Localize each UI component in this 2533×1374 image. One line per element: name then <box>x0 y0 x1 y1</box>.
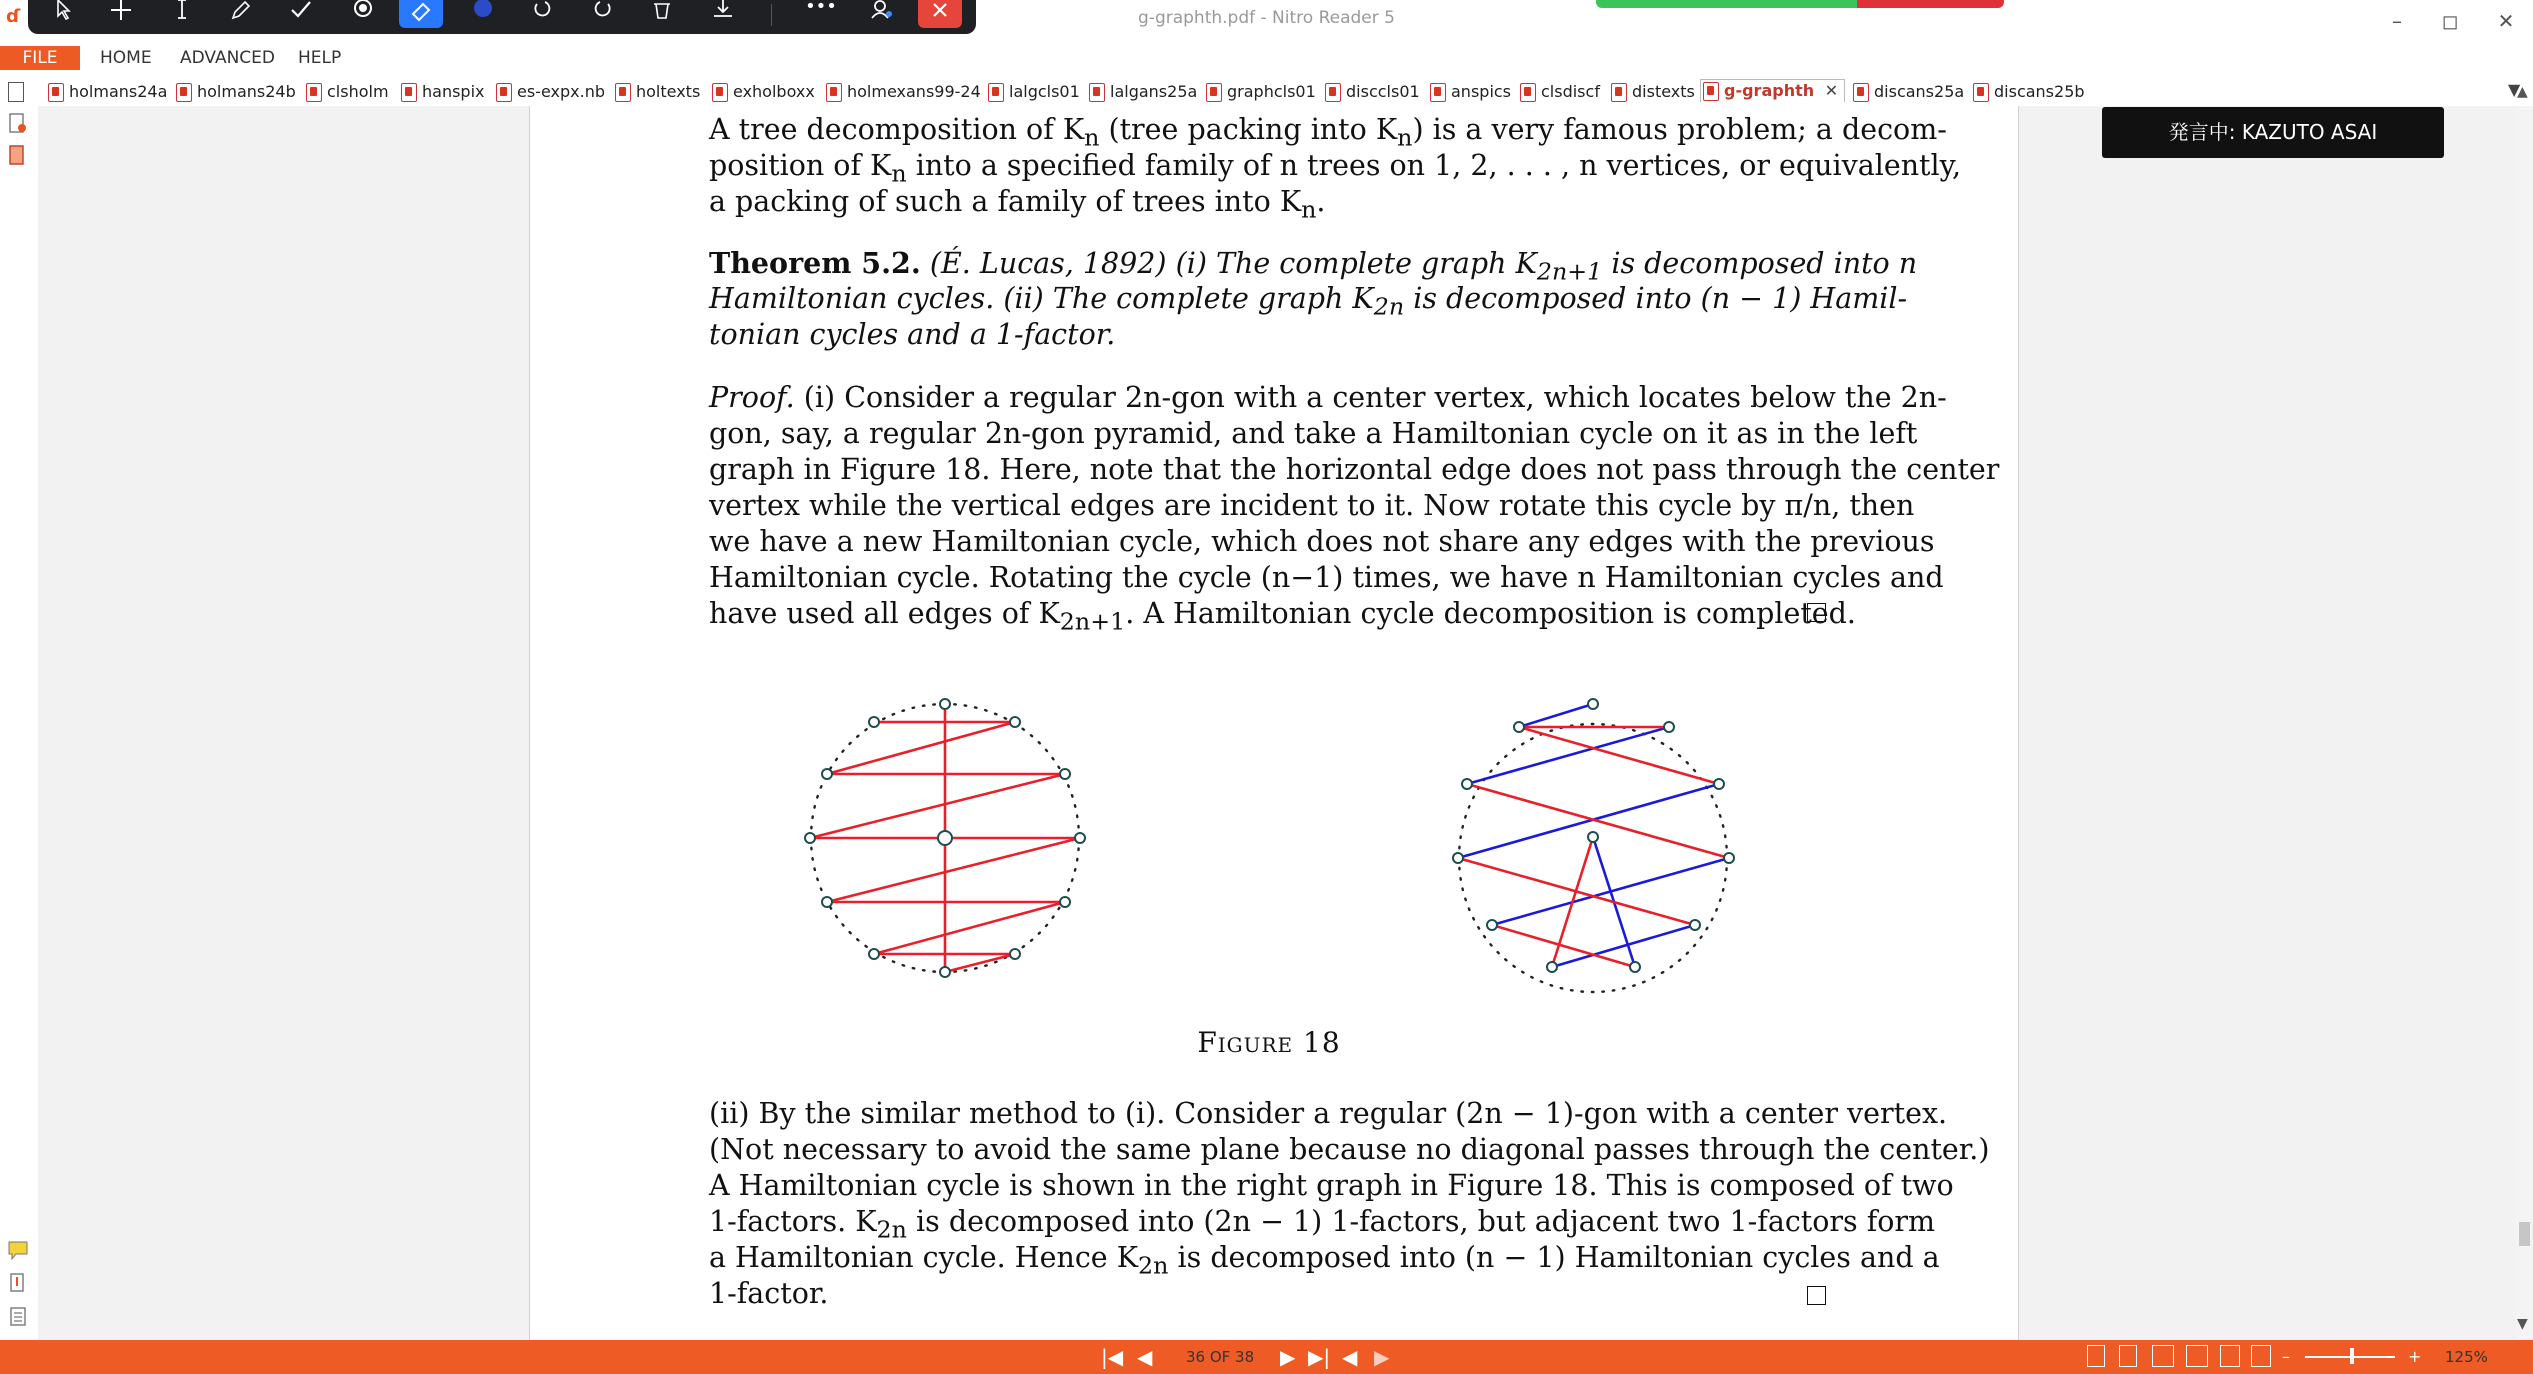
scroll-up-icon[interactable]: ▲ <box>2517 84 2528 100</box>
left-tool-rail <box>0 106 39 1340</box>
speaking-indicator: 発言中: KAZUTO ASAI <box>2102 107 2444 158</box>
tab-discans25a[interactable]: discans25a <box>1851 81 1964 103</box>
tab-distexts[interactable]: distexts <box>1609 81 1695 103</box>
close-toolbar-icon[interactable] <box>918 0 962 28</box>
menu-home[interactable]: HOME <box>100 48 152 68</box>
eraser-icon[interactable] <box>399 0 443 28</box>
next-page-icon[interactable]: ▶ <box>1280 1345 1296 1369</box>
pdf-file-icon <box>1430 83 1446 102</box>
pdf-file-icon <box>1089 83 1105 102</box>
pen-icon[interactable] <box>219 0 263 28</box>
pdf-file-icon <box>826 83 842 102</box>
pdf-file-icon <box>48 83 64 102</box>
participants-icon[interactable] <box>860 0 904 28</box>
part-ii-paragraph: (ii) By the similar method to (i). Consider a regular (2n − 1)-gon with a center vertex. (Not necessary to avoid the same plane because no diagonal passes through the center.) A Hamiltonian cycle is shown in the right graph in Figure 18. This is composed of two 1-factors. $K_{2n}$ is decomposed into (2n − 1) 1-factors, but adjacent two 1-factors form a Hamiltonian cycle. Hence $K_{2n}$ is decomposed into (n − 1) Hamiltonian cycles and a 1-factor. <box>709 1097 1990 1310</box>
page-indicator[interactable]: 36 OF 38 <box>1186 1348 1255 1366</box>
tab-exholboxx[interactable]: exholboxx <box>710 81 815 103</box>
tab-discans25b[interactable]: discans25b <box>1971 81 2085 103</box>
pdf-file-icon <box>176 83 192 102</box>
maximize-button[interactable]: ◻ <box>2441 9 2459 33</box>
pdf-file-icon <box>1703 82 1719 101</box>
tab-disccls01[interactable]: disccls01 <box>1323 81 1420 103</box>
page-icon[interactable] <box>8 82 24 102</box>
undo-icon[interactable] <box>521 0 565 28</box>
tab-g-graphth[interactable]: g-graphth ✕ <box>1700 79 1845 102</box>
qed-box <box>1807 1286 1826 1305</box>
pdf-file-icon <box>1520 83 1536 102</box>
redo-icon[interactable] <box>580 0 624 28</box>
zoom-slider-knob[interactable] <box>2350 1348 2354 1364</box>
previous-page-icon[interactable]: ◀ <box>1137 1345 1153 1369</box>
tab-lalgcls01[interactable]: lalgcls01 <box>986 81 1080 103</box>
next-view-icon[interactable]: ▶ <box>1374 1345 1390 1369</box>
text-cursor-icon[interactable] <box>160 0 204 28</box>
tab-es-expx[interactable]: es-expx.nb <box>494 81 605 103</box>
attachments-icon[interactable] <box>8 1272 28 1294</box>
tab-lalgans25a[interactable]: lalgans25a <box>1087 81 1197 103</box>
layers-icon[interactable] <box>8 1306 28 1328</box>
pdf-file-icon <box>496 83 512 102</box>
facing-continuous-view-icon[interactable] <box>2186 1345 2208 1367</box>
zoom-out-icon[interactable]: – <box>2282 1347 2290 1366</box>
first-page-icon[interactable]: |◀ <box>1101 1345 1124 1369</box>
tab-holmans24b[interactable]: holmans24b <box>174 81 296 103</box>
comments-icon[interactable] <box>8 1240 28 1262</box>
tab-holtexts[interactable]: holtexts <box>613 81 700 103</box>
tabs-dropdown-icon[interactable]: ▼ <box>2508 80 2521 99</box>
check-icon[interactable] <box>279 0 323 28</box>
figure-caption: Figure 18 <box>1197 1026 1341 1059</box>
continuous-view-icon[interactable] <box>2119 1345 2137 1367</box>
qed-box <box>1807 603 1826 622</box>
scroll-down-icon[interactable]: ▼ <box>2517 1316 2528 1332</box>
document-tabs <box>0 76 2533 107</box>
figure-18 <box>700 680 1840 1000</box>
move-icon[interactable] <box>99 0 143 28</box>
pdf-file-icon <box>306 83 322 102</box>
download-icon[interactable] <box>701 0 745 28</box>
zoom-level[interactable]: 125% <box>2445 1348 2488 1366</box>
more-options-button[interactable]: ••• <box>805 0 837 17</box>
pdf-file-icon <box>1973 83 1989 102</box>
record-icon[interactable] <box>341 0 385 28</box>
single-page-view-icon[interactable] <box>2087 1345 2105 1367</box>
pdf-file-icon <box>1611 83 1627 102</box>
tab-hanspix[interactable]: hanspix <box>399 81 485 103</box>
pdf-file-icon <box>712 83 728 102</box>
theorem-heading: Theorem 5.2. <box>709 246 921 280</box>
pdf-file-icon <box>615 83 631 102</box>
trash-icon[interactable] <box>640 0 684 28</box>
pdf-file-icon <box>401 83 417 102</box>
menu-help[interactable]: HELP <box>298 48 342 68</box>
bookmarks-icon[interactable] <box>8 145 28 167</box>
close-window-button[interactable]: ✕ <box>2497 9 2515 33</box>
tab-clsholm[interactable]: clsholm <box>304 81 389 103</box>
pointer-icon[interactable] <box>42 0 86 28</box>
pdf-file-icon <box>988 83 1004 102</box>
color-picker-icon[interactable] <box>461 0 505 28</box>
proof-paragraph: Proof. (i) Consider a regular 2n-gon with a center vertex, which locates below the 2n- gon, say, a regular 2n-gon pyramid, and take a Hamiltonian cycle on it as in the left graph in Figure 18. Here, note that the horizontal edge does not pass through the center vertex while the vertical edges are incident to it. Now rotate this cycle by π/n, then we have a new Hamiltonian cycle, which does not share any edges with the previous Hamiltonian cycle. Rotating the cycle (n−1) times, we have n Hamiltonian cycles and have used all edges of $K_{2n+1}$. A Hamiltonian cycle decomposition is completed. <box>709 381 2000 636</box>
tab-holmexans99-24[interactable]: holmexans99-24 <box>824 81 981 103</box>
fit-width-view-icon[interactable] <box>2220 1345 2240 1367</box>
pdf-file-icon <box>1206 83 1222 102</box>
vertical-scrollbar[interactable] <box>2516 106 2533 1340</box>
minimize-button[interactable]: – <box>2392 9 2402 33</box>
tab-graphcls01[interactable]: graphcls01 <box>1204 81 1316 103</box>
fullscreen-view-icon[interactable] <box>2251 1345 2271 1367</box>
tab-anspics[interactable]: anspics <box>1428 81 1511 103</box>
menu-advanced[interactable]: ADVANCED <box>180 48 276 68</box>
left-graph <box>805 699 1085 977</box>
close-tab-icon[interactable]: ✕ <box>1824 81 1839 100</box>
window-title: g-graphth.pdf - Nitro Reader 5 <box>1138 8 1395 28</box>
tab-clsdiscf[interactable]: clsdiscf <box>1518 81 1600 103</box>
right-graph <box>1453 699 1734 992</box>
menu-file[interactable]: FILE <box>0 46 80 70</box>
previous-view-icon[interactable]: ◀ <box>1342 1345 1358 1369</box>
zoom-in-icon[interactable]: + <box>2408 1347 2422 1366</box>
facing-view-icon[interactable] <box>2152 1345 2174 1367</box>
scrollbar-thumb[interactable] <box>2519 1222 2530 1246</box>
screen-share-bar[interactable] <box>1596 0 2004 8</box>
pdf-file-icon <box>1853 83 1869 102</box>
intro-paragraph: A tree decomposition of $K_n$ (tree packing into $K_n$) is a very famous problem; a decom- position of $K_n$ into a specified family of n trees on 1, 2, . . . , n vertices, or equivalently, a packing of such a family of trees into $K_n$. <box>709 113 1962 224</box>
pdf-file-icon <box>1325 83 1341 102</box>
toolbar-divider <box>771 4 772 26</box>
proof-label: Proof. <box>709 381 795 414</box>
last-page-icon[interactable]: ▶| <box>1308 1345 1331 1369</box>
nitro-logo-icon: ɗ <box>6 6 21 27</box>
theorem-5-2: Theorem 5.2. (É. Lucas, 1892) (i) The complete graph $K_{2n+1}$ is decomposed into n Hamiltonian cycles. (ii) The complete graph $K_{2n}$ is decomposed into (n − 1) Hamil- tonian cycles and a 1-factor. <box>709 246 1918 351</box>
document-properties-icon[interactable] <box>8 113 28 135</box>
tab-holmans24a[interactable]: holmans24a <box>46 81 167 103</box>
